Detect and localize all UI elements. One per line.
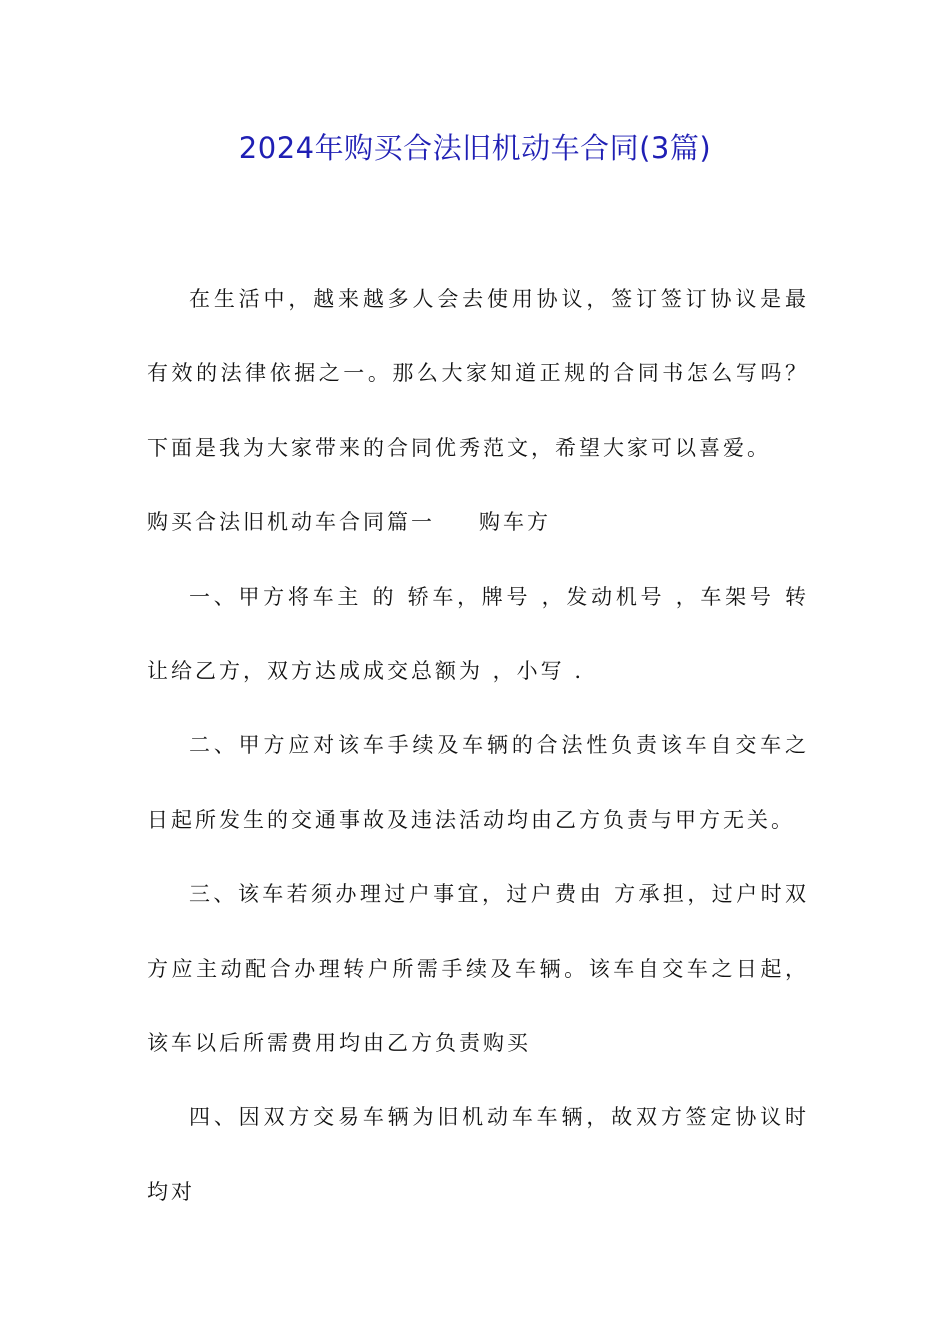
document-body <box>147 262 809 1229</box>
section-party: 购车方 <box>479 510 551 535</box>
section-heading-line <box>147 485 809 559</box>
clause-1: 一、甲方将车主 的 轿车，牌号 ，发动机号 ，车架号 转让给乙方，双方达成成交总额为 ，小写 . <box>147 584 809 684</box>
intro-paragraph: 在生活中，越来越多人会去使用协议，签订签订协议是最有效的法律依据之一。那么大家知道正规的合同书怎么写吗？下面是我为大家带来的合同优秀范文，希望大家可以喜爱。 <box>147 287 809 460</box>
section-heading: 购买合法旧机动车合同篇一 <box>147 510 435 535</box>
clause-2: 二、甲方应对该车手续及车辆的合法性负责该车自交车之日起所发生的交通事故及违法活动均由乙方负责与甲方无关。 <box>147 733 809 832</box>
clause-4: 四、因双方交易车辆为旧机动车车辆，故双方签定协议时均对 <box>147 1105 809 1204</box>
document-title: 2024年购买合法旧机动车合同(3篇) <box>238 131 712 165</box>
clause-3: 三、该车若须办理过户事宜，过户费由 方承担，过户时双方应主动配合办理转户所需手续及车辆。该车自交车之日起，该车以后所需费用均由乙方负责购买 <box>147 882 809 1056</box>
